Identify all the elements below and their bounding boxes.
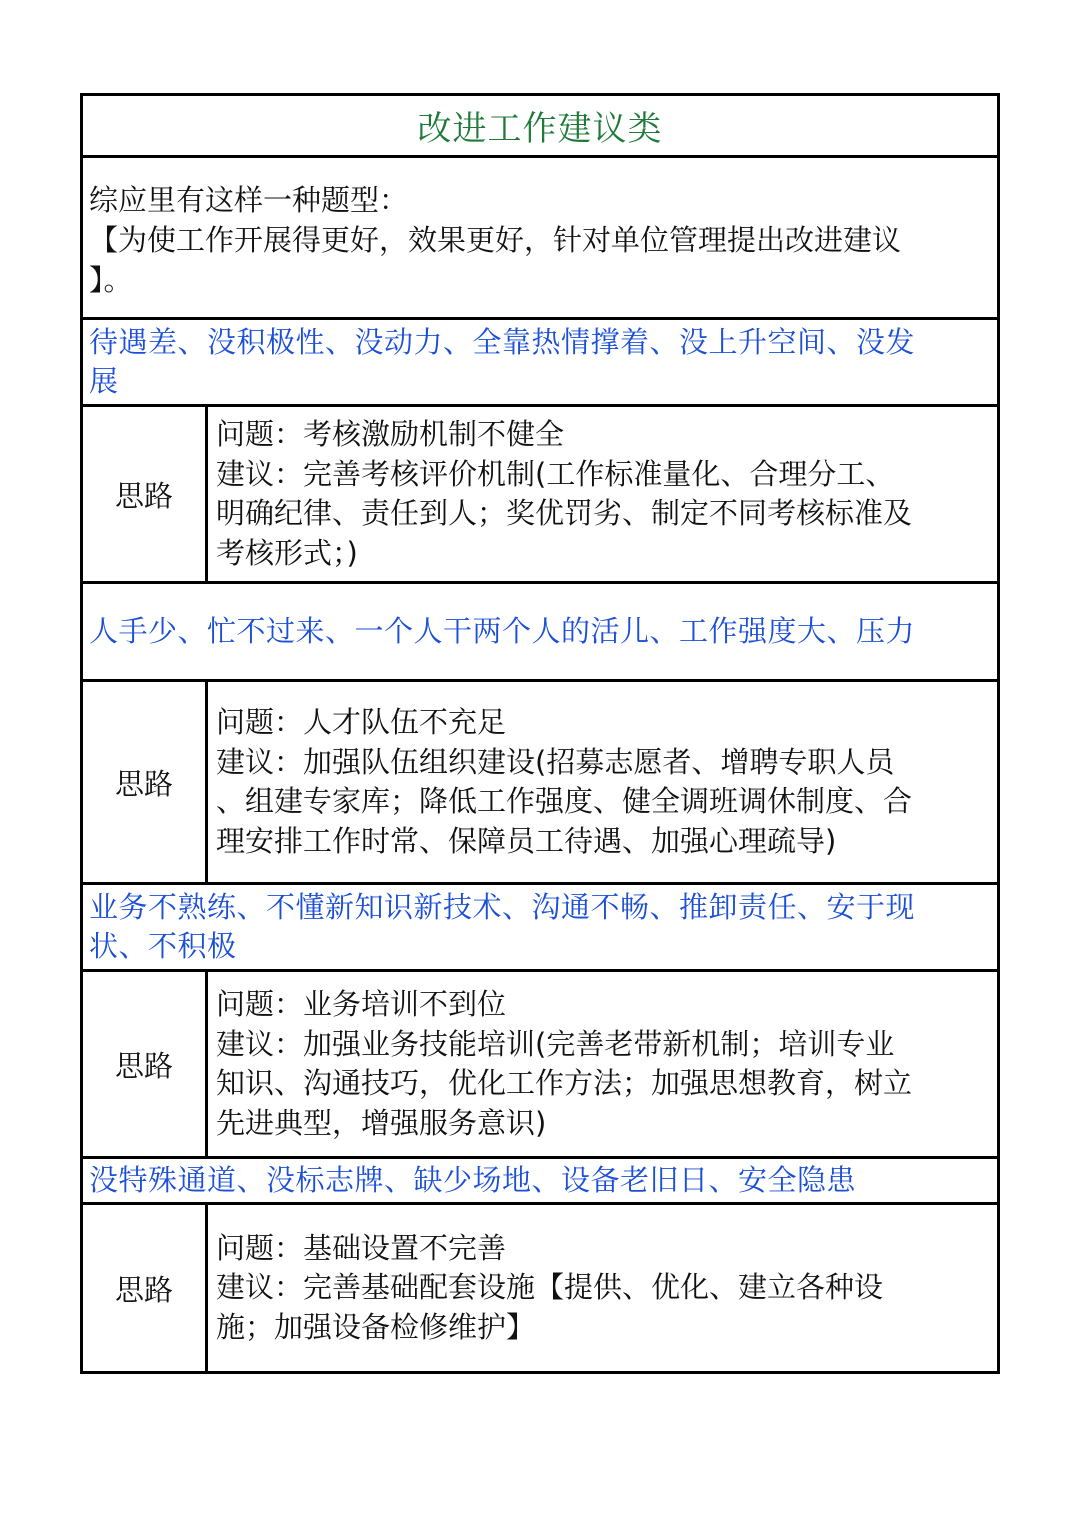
content-line: 理安排工作时常、保障员工待遇、加强心理疏导) [216, 823, 837, 858]
content-line: 知识、沟通技巧，优化工作方法；加强思想教育，树立 [216, 1066, 913, 1100]
content-line: 问题：考核激励机制不健全 [216, 417, 565, 451]
category-text [89, 323, 915, 401]
thinking-row-4 [83, 1205, 997, 1371]
category-line: 展 [89, 364, 119, 398]
intro-row [83, 158, 997, 320]
category-line: 状、不积极 [89, 929, 237, 963]
category-line: 业务不熟练、不懂新知识新技术、沟通不畅、推卸责任、安于现 [89, 890, 916, 924]
thinking-label: 思路 [83, 682, 208, 882]
content-line: 先进典型，增强服务意识) [216, 1105, 547, 1140]
category-row-2 [83, 584, 997, 682]
thinking-label: 思路 [83, 1205, 208, 1371]
category-text [89, 1161, 856, 1200]
content-line: 施；加强设备检修维护】 [216, 1309, 536, 1344]
content-line: 考核形式；) [216, 535, 358, 570]
thinking-content [208, 407, 997, 581]
content-line: 问题：人才队伍不充足 [216, 705, 507, 739]
content-line: 明确纪律、责任到人；奖优罚劣、制定不同考核标准及 [216, 496, 913, 530]
category-text [89, 612, 915, 651]
category-row-3 [83, 885, 997, 972]
thinking-content [208, 682, 997, 882]
intro-line: 】。 [89, 263, 133, 297]
thinking-label: 思路 [83, 972, 208, 1156]
content-line: 问题：基础设置不完善 [216, 1230, 507, 1265]
thinking-content [208, 972, 997, 1156]
intro-line: 【为使工作开展得更好，效果更好，针对单位管理提出改进建议 [89, 223, 902, 257]
content-line: 建议：完善考核评价机制(工作标准量化、合理分工、 [216, 456, 895, 491]
content-line: 、组建专家库；降低工作强度、健全调班调休制度、合 [216, 784, 913, 818]
category-row-1 [83, 320, 997, 407]
suggestion-table [80, 93, 1000, 1374]
page-title: 改进工作建议类 [417, 109, 663, 149]
category-line: 待遇差、没积极性、没动力、全靠热情撑着、没上升空间、没发 [89, 325, 916, 359]
content-line: 建议：加强队伍组织建设(招募志愿者、增聘专职人员 [216, 744, 895, 779]
content-line: 建议：加强业务技能培训(完善老带新机制；培训专业 [216, 1026, 895, 1061]
thinking-row-1 [83, 407, 997, 584]
intro-line: 综应里有这样一种题型： [89, 183, 409, 217]
category-line: 人手少、忙不过来、一个人干两个人的活儿、工作强度大、压力 [89, 614, 916, 648]
thinking-label: 思路 [83, 407, 208, 581]
category-row-4 [83, 1159, 997, 1205]
thinking-content [208, 1205, 997, 1371]
title-row [83, 96, 997, 158]
content-line: 问题：业务培训不到位 [216, 987, 507, 1021]
content-line: 建议：完善基础配套设施【提供、优化、建立各种设 [216, 1270, 884, 1305]
thinking-row-2 [83, 682, 997, 885]
category-text [89, 888, 915, 966]
category-line: 没特殊通道、没标志牌、缺少场地、设备老旧日、安全隐患 [89, 1163, 857, 1197]
thinking-row-3 [83, 972, 997, 1159]
